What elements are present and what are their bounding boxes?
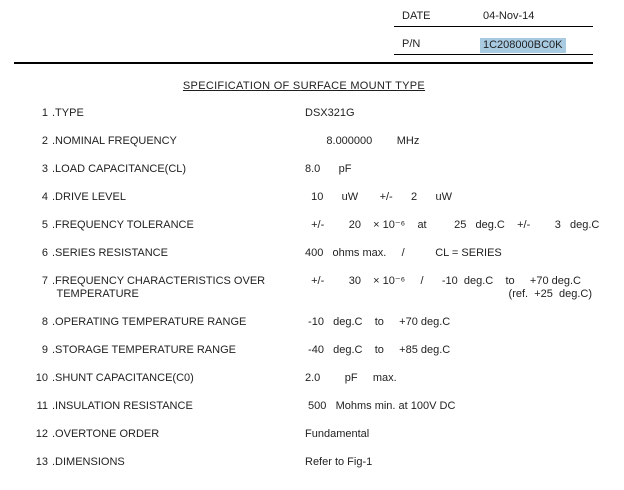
spec-row-number: 2	[41, 135, 48, 147]
spec-row-label	[52, 107, 305, 120]
spec-row-number: 8	[41, 315, 48, 328]
spec-row-number: 9	[41, 343, 48, 356]
spec-row	[32, 400, 624, 413]
spec-row-value-line1: 8.0 pF	[305, 163, 352, 175]
spec-row-label	[52, 372, 305, 385]
spec-row-label	[52, 247, 305, 260]
spec-row-value	[305, 456, 624, 469]
pn-label: P/N	[402, 38, 421, 50]
spec-row	[32, 344, 624, 357]
spec-row	[32, 219, 624, 232]
spec-row	[32, 316, 624, 329]
spec-row-label-line1: .SHUNT CAPACITANCE(C0)	[52, 371, 194, 384]
spec-row-value-line1: 10 uW +/- 2 uW	[305, 191, 453, 203]
spec-row-number: 4	[41, 191, 48, 203]
spec-row-number: 6	[41, 247, 48, 259]
spec-row-value	[305, 163, 624, 176]
spec-row	[32, 247, 624, 260]
spec-row-value	[305, 275, 624, 300]
spec-row-label-line1: .DIMENSIONS	[52, 455, 125, 468]
spec-row-value	[305, 107, 624, 120]
spec-row-value-line1: 2.0 pF max.	[305, 371, 397, 384]
spec-row-label-line1: .FREQUENCY TOLERANCE	[52, 219, 194, 231]
spec-row-value	[305, 400, 624, 413]
spec-row-value	[305, 191, 624, 204]
spec-row-number: 5	[41, 219, 48, 231]
spec-row-number: 10	[35, 371, 48, 384]
spec-row	[32, 163, 624, 176]
spec-row-number: 11	[36, 399, 48, 412]
spec-row	[32, 135, 624, 148]
pn-value[interactable]: 1C208000BC0K	[480, 38, 566, 53]
spec-row-number: 12	[35, 427, 48, 440]
spec-row-value	[305, 372, 624, 385]
spec-row-number: 3	[41, 163, 48, 175]
spec-row-value-line1: Fundamental	[305, 427, 370, 440]
date-row	[394, 8, 593, 27]
spec-row-label-line1: .DRIVE LEVEL	[52, 191, 126, 203]
spec-row-label-line1: .INSULATION RESISTANCE	[52, 399, 193, 412]
spec-row	[32, 428, 624, 441]
spec-row-label	[52, 219, 305, 232]
spec-row-label	[52, 456, 305, 469]
spec-row-value-line1: -40 deg.C to +85 deg.C	[305, 343, 451, 356]
spec-row-value-line1: 400 ohms max. / CL = SERIES	[305, 247, 502, 259]
spec-row-label-line2: TEMPERATURE	[56, 287, 139, 300]
page-title: SPECIFICATION OF SURFACE MOUNT TYPE	[182, 80, 426, 92]
spec-table	[32, 107, 624, 484]
spec-row-value-line1: DSX321G	[305, 107, 355, 119]
spec-row-label	[52, 428, 305, 441]
spec-row-label	[52, 275, 305, 300]
spec-row-value	[305, 344, 624, 357]
spec-row-label	[52, 316, 305, 329]
spec-row	[32, 456, 624, 469]
spec-row	[32, 275, 624, 300]
spec-row-label	[52, 400, 305, 413]
date-value: 04-Nov-14	[483, 10, 535, 22]
spec-row-label-line1: .STORAGE TEMPERATURE RANGE	[52, 343, 236, 356]
spec-row-label-line1: .SERIES RESISTANCE	[52, 247, 168, 259]
spec-row-number: 7	[41, 275, 48, 287]
spec-row	[32, 191, 624, 204]
spec-row-label-line1: .FREQUENCY CHARACTERISTICS OVER	[52, 275, 266, 287]
spec-row-value-line1: +/- 30 × 10⁻⁶ / -10 deg.C to +70 deg.C	[305, 275, 581, 287]
spec-row-value	[305, 247, 624, 260]
spec-row-value	[305, 428, 624, 441]
spec-row-value-line1: Refer to Fig-1	[305, 455, 373, 468]
spec-row-value-line1: 500 Mohms min. at 100V DC	[305, 399, 456, 412]
spec-row-label-line1: .OVERTONE ORDER	[52, 427, 160, 440]
spec-row-value	[305, 219, 624, 232]
spec-row-value-line1: 8.000000 MHz	[305, 135, 420, 147]
spec-row-label	[52, 344, 305, 357]
pn-row	[394, 36, 593, 55]
spec-row-label	[52, 191, 305, 204]
horizontal-divider	[14, 62, 593, 64]
spec-row-number: 13	[35, 455, 48, 468]
date-label: DATE	[402, 10, 431, 22]
spec-row	[32, 107, 624, 120]
spec-row-label-line1: .OPERATING TEMPERATURE RANGE	[52, 315, 247, 328]
spec-row-value-line1: -10 deg.C to +70 deg.C	[305, 315, 451, 328]
spec-row-label	[52, 163, 305, 176]
spec-row-label-line1: .TYPE	[52, 107, 84, 119]
spec-row-value	[305, 135, 624, 148]
document-header	[394, 8, 593, 64]
spec-row-label-line1: .NOMINAL FREQUENCY	[52, 135, 177, 147]
spec-row-value	[305, 316, 624, 329]
spec-row	[32, 372, 624, 385]
spec-row-label-line1: .LOAD CAPACITANCE(CL)	[52, 163, 187, 175]
spec-row-number: 1	[41, 107, 48, 119]
spec-row-value-line1: +/- 20 × 10⁻⁶ at 25 deg.C +/- 3 deg.C	[305, 219, 600, 231]
spec-row-label	[52, 135, 305, 148]
spec-row-value-line2: (ref. +25 deg.C)	[508, 287, 592, 300]
